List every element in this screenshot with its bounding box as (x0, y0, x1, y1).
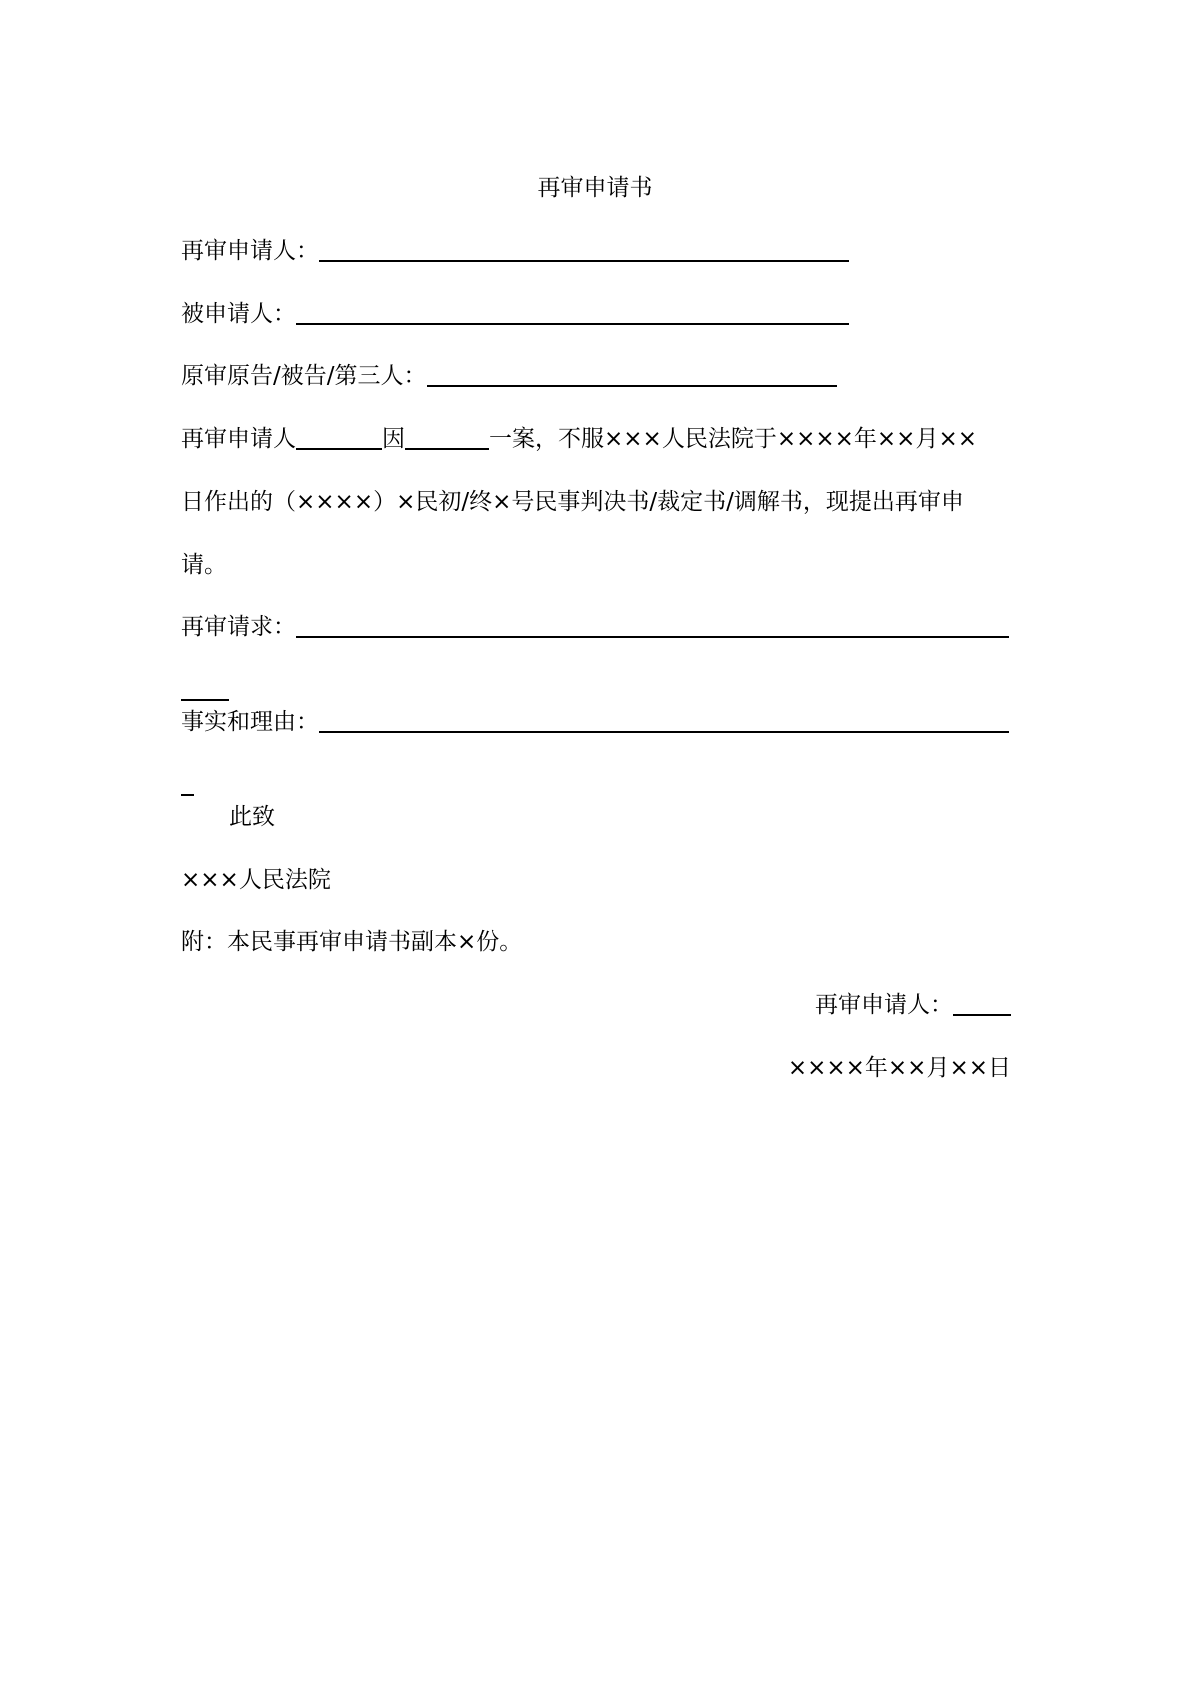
statement-line-1 (181, 423, 1011, 455)
signature-blank[interactable] (953, 990, 1011, 1016)
facts-blank[interactable] (319, 707, 1009, 733)
court-name: ×××人民法院 (181, 867, 331, 893)
facts-field (181, 706, 1011, 738)
statement-line-3: 请。 (181, 552, 227, 578)
facts-continuation (181, 769, 1011, 801)
respondent-label: 被申请人： (181, 301, 296, 327)
signature-label: 再审申请人： (815, 992, 953, 1018)
request-field (181, 611, 1011, 643)
facts-label: 事实和理由： (181, 709, 319, 735)
case-cause-blank[interactable] (405, 424, 489, 450)
applicant-field (181, 235, 1011, 267)
statement-part1: 再审申请人 (181, 426, 296, 452)
applicant-blank[interactable] (319, 236, 849, 262)
facts-blank-continued[interactable] (181, 770, 194, 796)
request-label: 再审请求： (181, 614, 296, 640)
respondent-field (181, 298, 1011, 330)
original-parties-blank[interactable] (427, 361, 837, 387)
request-continuation (181, 674, 1011, 706)
applicant-label: 再审申请人： (181, 238, 319, 264)
attachment-note: 附：本民事再审申请书副本×份。 (181, 929, 523, 955)
request-blank[interactable] (296, 612, 1009, 638)
original-parties-label: 原审原告/被告/第三人： (181, 363, 427, 389)
original-parties-field (181, 360, 1011, 392)
date-line: ××××年××月××日 (787, 1055, 1011, 1081)
request-blank-continued[interactable] (181, 675, 229, 701)
applicant-name-blank[interactable] (296, 424, 382, 450)
closing-salutation: 此致 (229, 804, 275, 830)
statement-line-2: 日作出的（××××）×民初/终×号民事判决书/裁定书/调解书，现提出再审申 (181, 489, 964, 515)
respondent-blank[interactable] (296, 299, 849, 325)
statement-part2: 因 (382, 426, 405, 452)
signature-field (181, 989, 1011, 1021)
statement-line1-rest: 一案，不服×××人民法院于××××年××月×× (489, 426, 977, 452)
page-title: 再审申请书 (537, 175, 653, 201)
